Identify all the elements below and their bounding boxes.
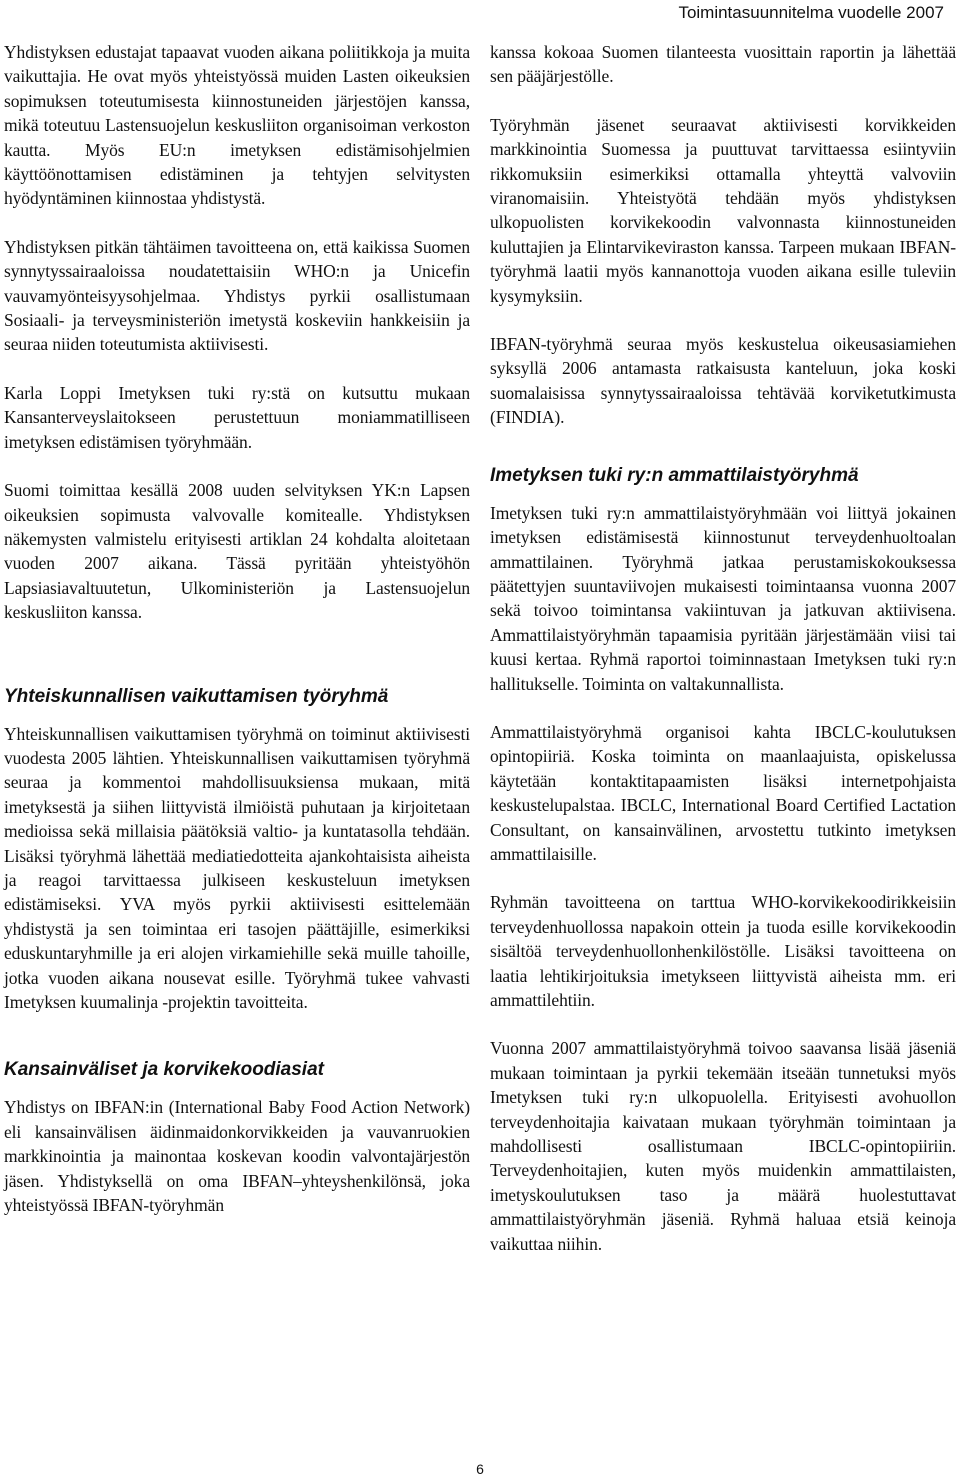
right-column [490, 40, 956, 1280]
section-heading-yva: Yhteiskunnallisen vaikuttamisen työryhmä [4, 685, 389, 707]
body-paragraph: IBFAN-työryhmä seuraa myös keskustelua oikeusasiamiehen syksyllä 2006 antamasta ratkaisusta kanteluun, joka koski suomalaisissa synnytyssairaaloissa tehtävää korviketutkimusta (FINDIA). [490, 334, 956, 428]
body-paragraph: Suomi toimittaa kesällä 2008 uuden selvityksen YK:n Lapsen oikeuksien sopimusta valvovalle komitealle. Yhdistyksen näkemysten valmistelu erityisesti artiklan 24 kohdalta aloitetaan vuoden 2007 aikana. Tässä pyritään yhteistyöhön Lapsiasiavaltuutetun, Ulkoministeriön ja Lastensuojelun keskusliiton kanssa. [4, 480, 470, 623]
running-header-title: Toimintasuunnitelma vuodelle 2007 [678, 3, 944, 22]
body-paragraph: Ammattilaistyöryhmä organisoi kahta IBCLC-koulutuksen opintopiiriä. Koska toiminta on maanlaajuista, opiskelussa käytetään kontaktitapaamisten lisäksi internetpohjaista keskustelupalstaa. IBCLC, International Board Certified Lactation Consultant, on kansainvälinen, arvostettu tutkinto imetyksen ammattilaisille. [490, 721, 956, 864]
page-number: 6 [476, 1461, 484, 1477]
left-column [4, 40, 470, 1241]
body-paragraph: Yhteiskunnallisen vaikuttamisen työryhmä on toiminut aktiivisesti vuodesta 2005 lähtien. Yhteiskunnallisen vaikuttamisen työryhmä seuraa ja kommentoi mahdollisuuksiensa mukaan, mitä imetyksestä ja siihen liittyvistä ilmiöistä puhutaan ja kirjoitetaan medioissa sekä millaisia päätöksiä valtio- ja kuntatasolla tehdään. Lisäksi työryhmä lähettää mediatiedotteita ajankohtaisista aiheista ja reagoi tarvittaessa julkiseen keskusteluun imetyksen edistämiseksi. YVA myös pyrkii aktiivisesti esittelemään yhdistystä ja sen toimintaa eri tasojen päättäjille, esimerkiksi eduskuntaryhmille ja eri alojen virkamiehille sekä muille tahoille, jotka vuoden aikana nousevat esille. Työryhmä tukee vahvasti Imetyksen kuumalinja -projektin tavoitteita. [4, 723, 470, 1012]
section-heading-ammattilaistyoryhma: Imetyksen tuki ry:n ammattilaistyöryhmä [490, 464, 859, 486]
section-heading-international: Kansainväliset ja korvikekoodiasiat [4, 1059, 324, 1081]
body-paragraph: Vuonna 2007 ammattilaistyöryhmä toivoo saavansa lisää jäseniä mukaan toimintaan ja pyrkii tekemään itseään tunnetuksi myös Imetyksen tuki ry:n ulkopuolella. Erityisesti avohuollon terveydenhoitajia kaivataan mukaan työryhmän toimintaan ja mahdollisesti osallistumaan IBCLC-opintopiiriin. Terveydenhoitajien, kuten myös muidenkin ammattilaisten, imetyskoulutuksen taso ja määrä huolestuttavat ammattilaistyöryhmän jäseniä. Ryhmä haluaa etsiä keinoja vaikuttaa niihin. [490, 1038, 956, 1254]
body-paragraph: Ryhmän tavoitteena on tarttua WHO-korvikekoodirikkeisiin terveydenhuollossa napakoin ottein ja tuoda esille korvikekoodin sisältöä terveydenhuollonhenkilöstölle. Lisäksi tavoitteena on laatia lehtikirjoituksia imetykseen liittyvistä aiheista mm. eri ammattilehtiin. [490, 892, 956, 1010]
body-paragraph: kanssa kokoaa Suomen tilanteesta vuosittain raportin ja lähettää sen pääjärjestölle. [490, 42, 956, 87]
body-paragraph: Yhdistyksen edustajat tapaavat vuoden aikana poliitikkoja ja muita vaikuttajia. He ovat myös yhteistyössä muiden Lasten oikeuksien sopimuksen toteutumisesta kiinnostuneiden järjestöjen kanssa, mikä toteutuu Lastensuojelun keskusliiton organisoiman verkoston kautta. Myös EU:n imetyksen edistämisohjelmien käyttöönottamisen edistäminen ja tehtyjen selvitysten hyödyntäminen kiinnostaa yhdistystä. [4, 42, 470, 209]
body-paragraph: Imetyksen tuki ry:n ammattilaistyöryhmään voi liittyä jokainen imetyksen edistämisestä kiinnostunut terveydenhuoltoalan ammattilainen. Työryhmä jatkaa perustamiskokouksessa päätettyjen suuntaviivojen mukaisesti toimintaansa vuonna 2007 sekä toivoo toimintansa vakiintuvan ja jatkuvan aktiivisena. Ammattilaistyöryhmän tapaamisia pyritään järjestämään viisi tai kuusi kertaa. Ryhmä raportoi toiminnastaan Imetyksen tuki ry:n hallitukselle. Toiminta on valtakunnallista. [490, 502, 956, 694]
body-paragraph: Karla Loppi Imetyksen tuki ry:stä on kutsuttu mukaan Kansanterveyslaitokseen perustettuun moniammatilliseen imetyksen edistämisen työryhmään. [4, 382, 470, 452]
body-paragraph: Yhdistys on IBFAN:in (International Baby Food Action Network) eli kansainvälisen äidinmaidonkorvikkeiden ja vauvanruokien markkinointia ja mainontaa koskevan koodin valvontajärjestön jäsen. Yhdistyksellä on oma IBFAN–yhteyshenkilönsä, joka yhteistyössä IBFAN-työryhmän [4, 1097, 470, 1216]
body-paragraph: Työryhmän jäsenet seuraavat aktiivisesti korvikkeiden markkinointia Suomessa ja puuttuvat tarvittaessa esiintyviin rikkomuksiin esimerkiksi ottamalla yhteyttä valvoviin viranomaisiin. Yhteistyötä tehdään myös yhdistyksen ulkopuolisten korvikekoodin valvonnasta kiinnostuneiden kuluttajien ja Elintarvikeviraston kanssa. Tarpeen mukaan IBFAN-työryhmä laatii myös kannanottoja vuoden aikana esille tuleviin kysymyksiin. [490, 114, 956, 306]
body-paragraph: Yhdistyksen pitkän tähtäimen tavoitteena on, että kaikissa Suomen synnytyssairaaloissa noudatettaisiin WHO:n ja Unicefin vauvamyönteisyysohjelmaa. Yhdistys pyrkii osallistumaan Sosiaali- ja terveysministeriön imetystä koskeviin hankkeisiin ja seuraa niiden toteutumista aktiivisesti. [4, 236, 470, 355]
